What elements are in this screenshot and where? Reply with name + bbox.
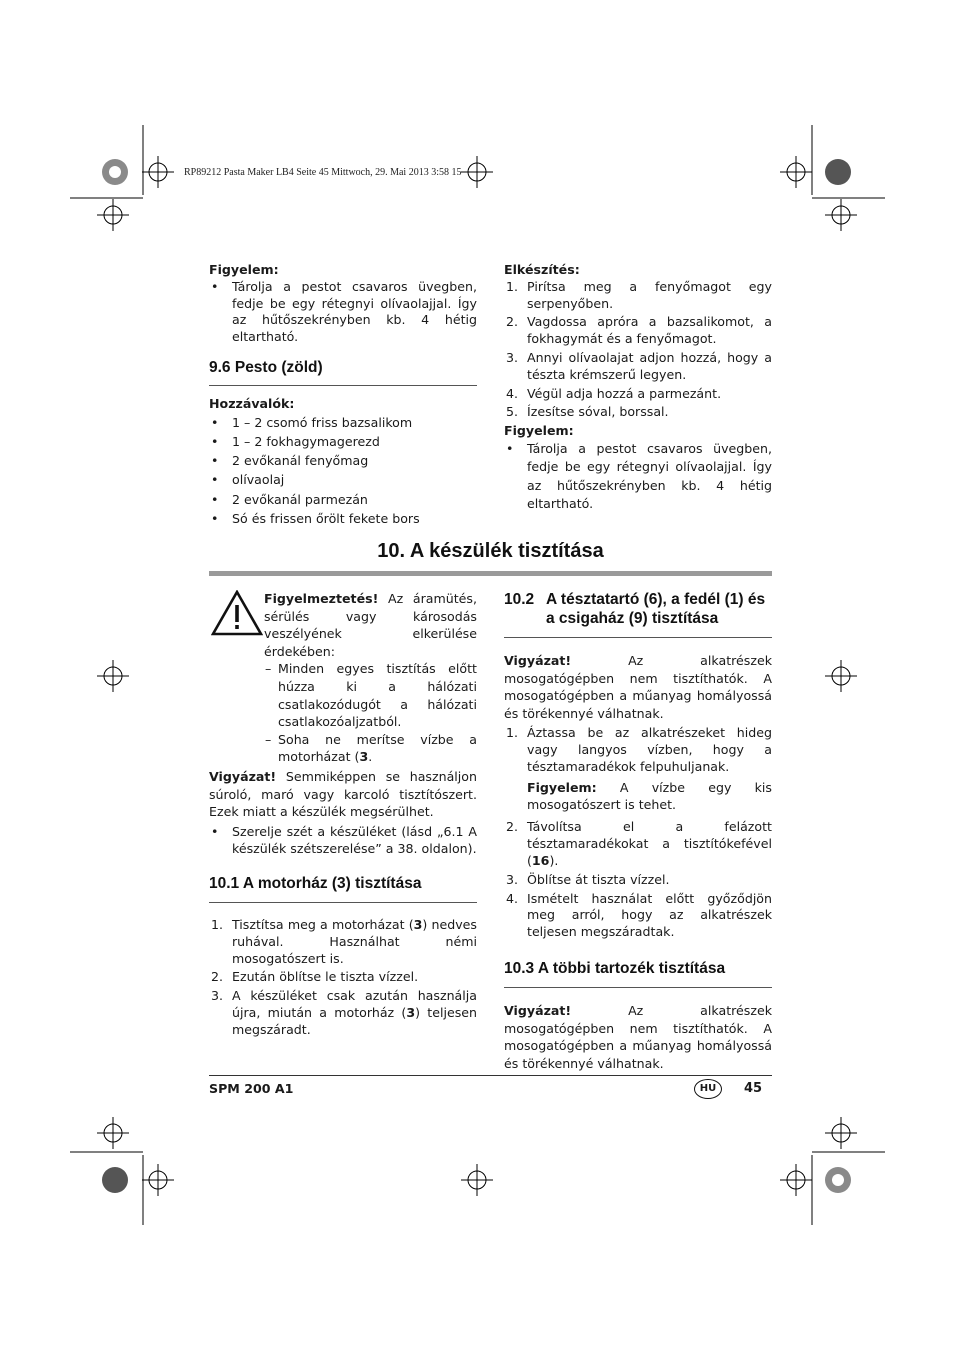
list-item: 4. Végül adja hozzá a parmezánt. xyxy=(506,385,722,401)
list-item: • Tárolja a pestot csavaros üvegben, fedje be egy rétegnyi olívaolajjal. Így az hűtőszekrényben kb. 4 hétig eltartható. xyxy=(211,278,477,345)
list-item: • 2 evőkanál parmezán xyxy=(211,491,368,507)
section-title: 10.2 A tésztatartó (6), a fedél (1) és a csigaház (9) tisztítása xyxy=(504,590,772,638)
list-item: • 1 – 2 fokhagymagerezd xyxy=(211,433,380,449)
section-number: 10.2 xyxy=(504,591,535,608)
list-item: 5. Ízesítse sóval, borssal. xyxy=(506,404,669,420)
list-item: 3. Öblítse át tiszta vízzel. xyxy=(506,871,670,887)
language-badge xyxy=(694,1079,722,1099)
chapter-rule xyxy=(209,571,772,576)
list-item: • Só és frissen őrölt fekete bors xyxy=(211,510,420,526)
list-item: 2. Vagdossa apróra a bazsalikomot, a fokhagymát és a fenyőmagot. xyxy=(506,314,772,347)
list-item: 4. Ismételt használat előtt győződjön meg arról, hogy az alkatrészek teljesen megszáradtak. xyxy=(506,890,772,940)
list-item-note: Figyelem: A vízbe egy kis mosogatószert is tehet. xyxy=(527,779,772,812)
chapter-title: 10. A készülék tisztítása xyxy=(377,540,604,562)
warning-label: Figyelmeztetés! xyxy=(264,591,379,606)
list-item: 2. Ezután öblítse le tiszta vízzel. xyxy=(211,969,419,985)
language-badge-label: HU xyxy=(699,1083,717,1094)
left-bottom-column xyxy=(209,590,477,1038)
note-label: Figyelem: xyxy=(209,262,279,277)
list-item: • Szerelje szét a készüléket (lásd „6.1 A készülék szétszerelése” a 38. oldalon). xyxy=(211,823,477,857)
right-bottom-column xyxy=(504,590,772,1072)
warning-paragraph: Figyelmeztetés! Az áramütés, sérülés vagy károsodás veszélyének elkerülése érdekében: xyxy=(264,591,477,659)
cleaning-steps xyxy=(209,917,477,1039)
caution-label: Vigyázat! xyxy=(504,1002,572,1018)
list-item: • 1 – 2 csomó friss bazsalikom xyxy=(211,414,413,430)
caution-paragraph: Vigyázat! Az alkatrészek mosogatógépben nem tisztíthatók. A mosogatógépben a műanyag homályossá és törékennyé válhatnak. xyxy=(504,1002,772,1071)
list-item: 1. Tisztítsa meg a motorházat (3) nedves ruhával. Használhat némi mosogatószert is. xyxy=(211,916,477,966)
list-item: • Tárolja a pestot csavaros üvegben, fedje be egy rétegnyi olívaolajjal. Így az hűtőszekrényben kb. 4 hétig eltartható. xyxy=(506,440,772,512)
list-item: 1. Pirítsa meg a fenyőmagot egy serpenyőben. xyxy=(506,278,772,311)
prep-steps xyxy=(504,279,772,421)
list-item: • 2 evőkanál fenyőmag xyxy=(211,453,369,469)
section-title: 10.3 A többi tartozék tisztítása xyxy=(504,959,772,988)
ingredients-label: Hozzávalók: xyxy=(209,395,295,411)
footer-model: SPM 200 A1 xyxy=(209,1081,294,1096)
list-item: 2. Távolítsa el a felázott tésztamaradékokat a tisztítókefével (16). xyxy=(506,819,772,868)
caution-label: Vigyázat! xyxy=(504,653,572,668)
caution-paragraph: Vigyázat! Semmiképpen se használjon súroló, maró vagy karcoló tisztítószert. Ezek miatt a készülék megsérülhet. xyxy=(209,768,477,820)
ingredients-list xyxy=(209,413,477,528)
note-label: Figyelem: xyxy=(504,423,574,439)
list-item: • olívaolaj xyxy=(211,472,285,488)
section-title: 10.1 A motorház (3) tisztítása xyxy=(209,874,477,903)
left-top-column xyxy=(209,262,477,528)
caution-label: Vigyázat! xyxy=(209,768,277,784)
caution-paragraph: Vigyázat! Az alkatrészek mosogatógépben nem tisztíthatók. A mosogatógépben a műanyag homályossá és törékennyé válhatnak. xyxy=(504,653,772,721)
page-number: 45 xyxy=(744,1081,763,1096)
list-item: 1. Áztassa be az alkatrészeket hideg vagy langyos vízben, hogy a tésztamaradékok felpuhuljanak. xyxy=(506,725,772,774)
footer-rule xyxy=(209,1075,772,1076)
list-item: – Soha ne merítse vízbe a motorházat (3. xyxy=(265,731,477,765)
list-item: 3. Annyi olívaolajat adjon hozzá, hogy a tészta krémszerű legyen. xyxy=(506,349,772,382)
cleaning-steps xyxy=(504,725,772,941)
list-item: 3. A készüléket csak azután használja újra, miután a motorház (3) teljesen megszáradt. xyxy=(211,988,477,1037)
print-header: RP89212 Pasta Maker LB4 Seite 45 Mittwoch, 29. Mai 2013 3:58 15 xyxy=(184,167,462,178)
prep-label: Elkészítés: xyxy=(504,262,580,277)
list-item: – Minden egyes tisztítás előtt húzza ki a hálózati csatlakozódugót a hálózati csatlakozóaljzatból. xyxy=(265,661,477,730)
section-title: 9.6 Pesto (zöld) xyxy=(209,358,477,386)
right-top-column xyxy=(504,262,772,514)
